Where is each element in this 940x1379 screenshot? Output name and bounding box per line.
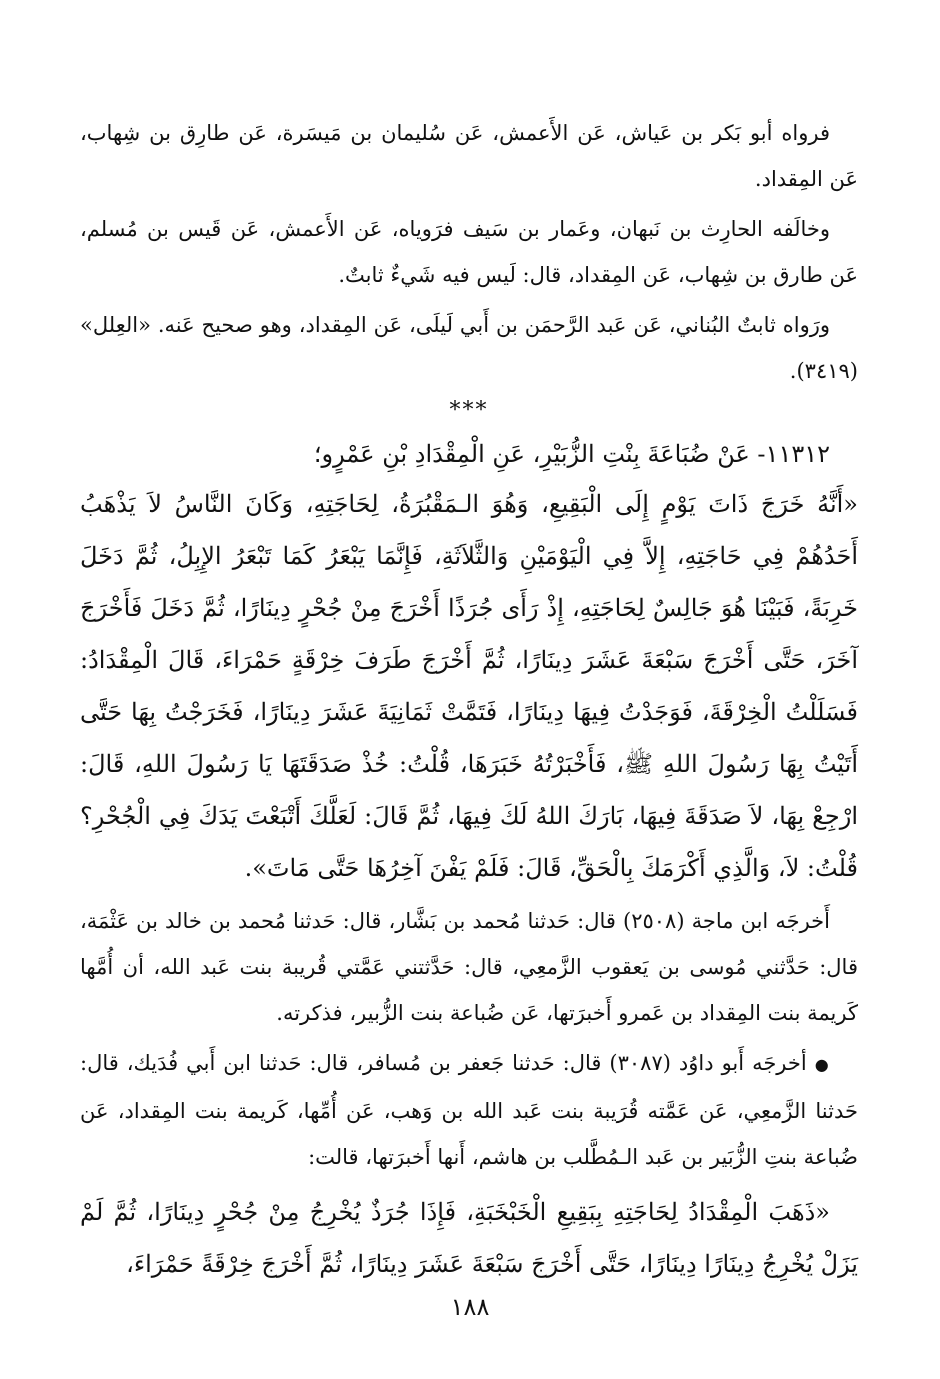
hadith-variant-text: «ذَهَبَ الْمِقْدَادُ لِحَاجَتِهِ بِبَقِيعِ الْخَبْخَبَةِ، فَإِذَا جُرَذٌ يُخْرِجُ مِنْ جُحْرٍ دِينَارًا، ثُمَّ لَمْ يَزَلْ يُخْرِجُ دِينَارًا دِينَارًا، حَتَّى أَخْرَجَ سَبْعَةَ عَشَرَ دِينَارًا، ثُمَّ أَخْرَجَ خِرْقَةً حَمْرَاءَ، [80,1198,858,1278]
takhrij-ibn-majah: أَخرجَه ابن ماجة (٢٥٠٨) قال: حَدثنا مُحمد بن بَشَّار، قال: حَدثنا مُحمد بن خالد بن عَثْمَة، قال: حَدَّثني مُوسى بن يَعقوب الزَّمعِي، قال: حَدَّثتني عَمَّتي قُريبة بنت عَبد الله، أن أُمَّها كَريمة بنت المِقداد بن عَمرو أَخبرَتها، عَن ضُباعة بنت الزُّبير، فذكرته. [80,909,858,1025]
hadith-heading: ١١٣١٢- عَنْ ضُبَاعَةَ بِنْتِ الزُّبَيْرِ، عَنِ الْمِقْدَادِ بْنِ عَمْرٍو؛ [313,440,830,468]
page-body [80,110,858,1290]
paragraph-riwaya-3: ورَواه ثابتٌ البُناني، عَن عَبد الرَّحمَن بن أَبي لَيلَى، عَن المِقداد، وهو صحيح عَنه. «العِلل» (٣٤١٩). [80,313,858,383]
bullet-icon: ● [814,1055,830,1074]
paragraph-riwaya-1: فرواه أبو بَكر بن عَياش، عَن الأَعمش، عَن سُليمان بن مَيسَرة، عَن طارِق بن شِهاب، عَن المِقداد. [80,121,858,191]
hadith-text: «أَنَّهُ خَرَجَ ذَاتَ يَوْمٍ إِلَى الْبَقِيعِ، وَهُوَ الـمَقْبُرَةُ، لِحَاجَتِهِ، وَكَانَ النَّاسُ لاَ يَذْهَبُ أَحَدُهُمْ فِي حَاجَتِهِ، إِلاَّ فِي الْيَوْمَيْنِ وَالثَّلاَثَةِ، فَإِنَّمَا يَبْعَرُ كَمَا تَبْعَرُ الإِبِلُ، ثُمَّ دَخَلَ خَرِبَةً، فَبَيْنَا هُوَ جَالِسٌ لِحَاجَتِهِ، إِذْ رَأَى جُرَذًا أَخْرَجَ مِنْ جُحْرٍ دِينَارًا، ثُمَّ دَخَلَ فَأَخْرَجَ آخَرَ، حَتَّى أَخْرَجَ سَبْعَةَ عَشَرَ دِينَارًا، ثُمَّ أَخْرَجَ طَرَفَ خِرْقَةٍ حَمْرَاءَ، قَالَ الْمِقْدَادُ: فَسَلَلْتُ الْخِرْقَةَ، فَوَجَدْتُ فِيهَا دِينَارًا، فَتَمَّتْ ثَمَانِيَةَ عَشَرَ دِينَارًا، فَخَرَجْتُ بِهَا حَتَّى أَتَيْتُ بِهَا رَسُولَ اللهِ ﷺ، فَأَخْبَرْتُهُ خَبَرَهَا، قُلْتُ: خُذْ صَدَقَتَهَا يَا رَسُولَ اللهِ، قَالَ: ارْجِعْ بِهَا، لاَ صَدَقَةَ فِيهَا، بَارَكَ اللهُ لَكَ فِيهَا، ثُمَّ قَالَ: لَعَلَّكَ أَتْبَعْتَ يَدَكَ فِي الْجُحْرِ؟ قُلْتُ: لاَ، وَالَّذِي أَكْرَمَكَ بِالْحَقِّ، قَالَ: فَلَمْ يَفْنَ آخِرُهَا حَتَّى مَاتَ». [80,490,858,882]
section-separator: *** [449,398,489,423]
paragraph-riwaya-2: وخالَفه الحارِث بن نَبهان، وعَمار بن سَيف فرَوياه، عَن الأَعمش، عَن قَيس بن مُسلم، عَن طارق بن شِهاب، عَن المِقداد، قال: لَيس فيه شَيءٌ ثابتٌ. [80,217,858,287]
page-number: ١٨٨ [450,1293,490,1321]
takhrij-abu-dawud-text: أخرجَه أَبو داوُد (٣٠٨٧) قال: حَدثنا جَعفر بن مُسافر، قال: حَدثنا ابن أَبي فُدَيك، قال: حَدثنا الزَّمعِي، عَن عَمَّته قُرَيبة بنت عَبد الله بن وَهب، عَن أُمِّها، كَريمة بنت المِقداد، عَن ضُباعة بنتِ الزُّبَير بن عَبد الـمُطَّلب بن هاشم، أَنها أَخبرَتها، قالت: [80,1051,858,1169]
takhrij-abu-dawud [80,1040,858,1180]
